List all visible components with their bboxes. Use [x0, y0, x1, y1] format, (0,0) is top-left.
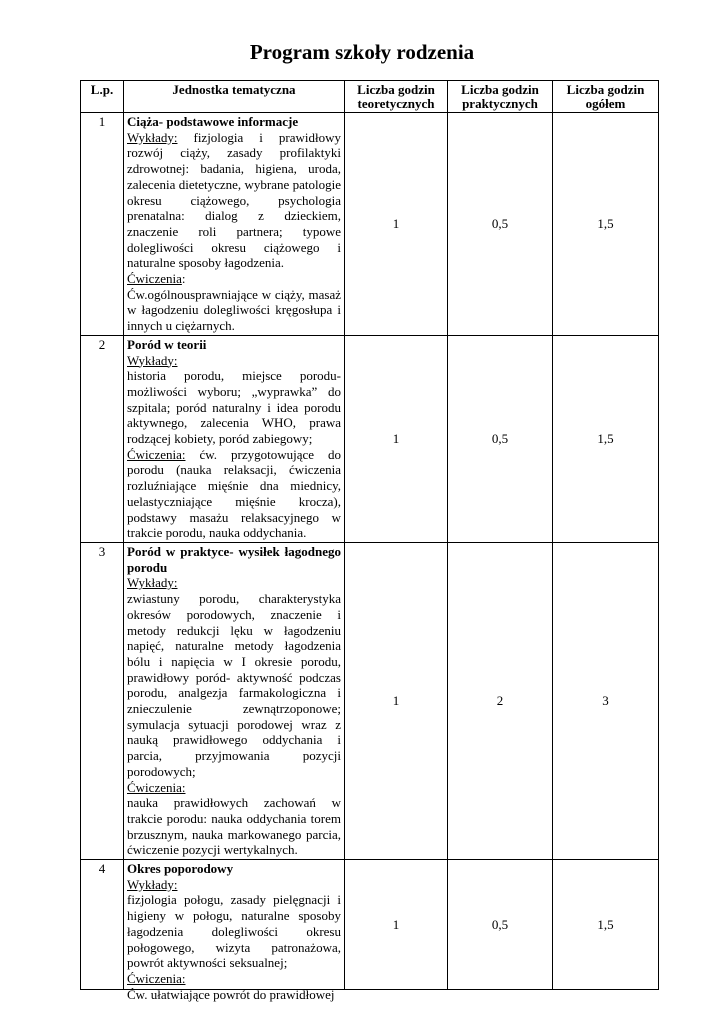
- practice-hours: 2: [448, 542, 553, 859]
- total-hours: 1,5: [553, 860, 659, 990]
- topic-cell: [124, 542, 345, 859]
- lectures-label: Wykłady:: [127, 129, 178, 145]
- header-theory-hours: Liczba godzin teoretycznych: [345, 81, 448, 113]
- table-row: [81, 335, 659, 542]
- exercises-label: Ćwiczenia: [127, 271, 182, 287]
- exercises-label: Ćwiczenia:: [127, 779, 186, 795]
- topic-title: Poród w praktyce- wysiłek łagodnego porodu: [127, 543, 341, 575]
- lectures-text: fizjologia połogu, zasady pielęgnacji i higieny w połogu, naturalne sposoby łagodzenia dolegliwości okresu połogowego, wizyta patronażowa, powrót aktywności seksualnej;: [127, 892, 341, 971]
- topic-title: Okres poporodowy: [127, 861, 234, 877]
- exercises-label-line: Ćwiczenia:: [127, 271, 186, 287]
- exercises-label: Ćwiczenia:: [127, 446, 186, 462]
- row-number: 1: [81, 113, 124, 336]
- lectures-text: historia porodu, miejsce porodu- możliwości wyboru; „wyprawka” do szpitala; poród naturalny i idea porodu aktywnego, zalecenia WHO, prawa rodzącej kobiety, poród zabiegowy;: [127, 368, 341, 447]
- row-number: 3: [81, 542, 124, 859]
- exercises-text: nauka prawidłowych zachowań w trakcie porodu: nauka oddychania torem brzusznym, nauka markowanego parcia, ćwiczenie pozycji wertykalnych.: [127, 795, 341, 858]
- topic-title: Poród w teorii: [127, 336, 207, 352]
- exercises-text: Ćw. ułatwiające powrót do prawidłowej: [127, 986, 335, 1002]
- theory-hours: 1: [345, 113, 448, 336]
- theory-hours: 1: [345, 335, 448, 542]
- header-topic: Jednostka tematyczna: [124, 81, 345, 113]
- row-number: 4: [81, 860, 124, 990]
- lectures-text: zwiastuny porodu, charakterystyka okresów porodowych, znaczenie i metody redukcji lęku w łagodzeniu napięć, naturalne metody łagodzenia bólu i napięcia w I okresie porodu, prawidłowy poród- aktywność podczas porodu, analgezja farmakologiczna i znieczulenie zewnątrzoponowe; symulacja sytuacji porodowej wraz z nauką prawidłowego oddychania i parcia, przyjmowania pozycji porodowych;: [127, 591, 341, 779]
- exercises-text: Ćw.ogólnousprawniające w ciąży, masaż w łagodzeniu dolegliwości kręgosłupa i innych u ciężarnych.: [127, 286, 341, 334]
- lectures-block: [127, 130, 341, 271]
- topic-cell: [124, 113, 345, 336]
- page-title: Program szkoły rodzenia: [249, 40, 475, 64]
- row-number: 2: [81, 335, 124, 542]
- total-hours: 3: [553, 542, 659, 859]
- topic-cell: [124, 335, 345, 542]
- exercises-text: ćw. przygotowujące do porodu (nauka relaksacji, ćwiczenia rozluźniające mięśnie dna miednicy, uelastyczniające mięśnie krocza), podstawy masażu relaksacyjnego w trakcie porodu, nauka oddychania.: [127, 446, 342, 541]
- exercises-label: Ćwiczenia:: [127, 970, 186, 986]
- table-row: [81, 542, 659, 859]
- lectures-text: fizjologia i prawidłowy rozwój ciąży, zasady profilaktyki zdrowotnej: badania, higiena, uroda, zalecenia dietetyczne, wybrane patologie okresu ciążowego, psychologia prenatalna: dialog z dzieckiem, znaczenie roli partnera; typowe dolegliwości okresu ciążowego i naturalne sposoby łagodzenia.: [127, 129, 342, 271]
- topic-title: Ciąża- podstawowe informacje: [127, 114, 299, 129]
- lectures-label: Wykłady:: [127, 876, 178, 892]
- topic-cell: [124, 860, 345, 1002]
- table-row: [81, 113, 659, 336]
- lectures-label: Wykłady:: [127, 575, 178, 591]
- total-hours: 1,5: [553, 113, 659, 336]
- practice-hours: 0,5: [448, 335, 553, 542]
- header-lp: L.p.: [81, 81, 124, 113]
- theory-hours: 1: [345, 860, 448, 990]
- total-hours: 1,5: [553, 335, 659, 542]
- table-row: [81, 860, 659, 990]
- program-table: [80, 80, 659, 1002]
- header-total-hours: Liczba godzin ogółem: [553, 81, 659, 113]
- header-practice-hours: Liczba godzin praktycznych: [448, 81, 553, 113]
- practice-hours: 0,5: [448, 860, 553, 990]
- lectures-label: Wykłady:: [127, 352, 178, 368]
- exercises-block: [127, 447, 341, 541]
- practice-hours: 0,5: [448, 113, 553, 336]
- table-header-row: [81, 81, 659, 113]
- theory-hours: 1: [345, 542, 448, 859]
